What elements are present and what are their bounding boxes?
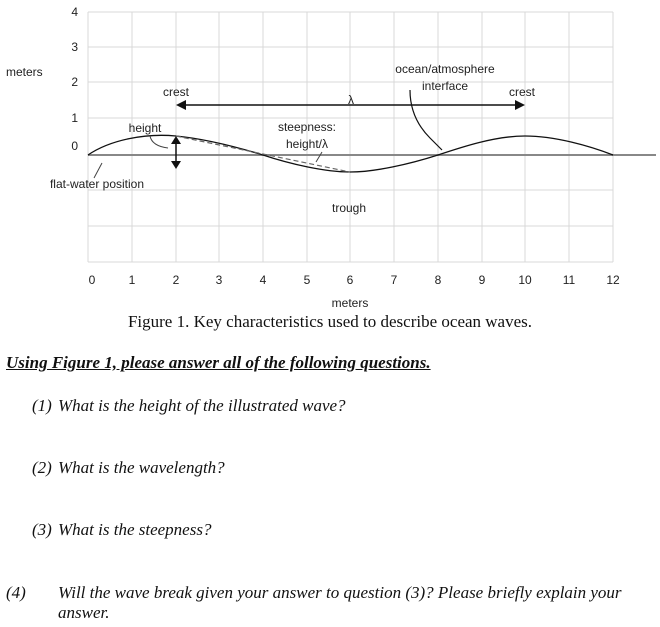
- x-tick-3: 3: [215, 273, 223, 287]
- y-tick-3: 3: [71, 40, 78, 54]
- flat-water-label: flat-water position: [49, 177, 145, 191]
- interface-label-line2: interface: [421, 79, 469, 93]
- steepness-leader-line: [316, 152, 322, 162]
- x-tick-10: 10: [518, 273, 532, 287]
- question-number: (4): [6, 583, 26, 602]
- flat-water-leader-line: [94, 163, 102, 178]
- y-tick-2: 2: [71, 75, 78, 89]
- steepness-label-line1: steepness:: [277, 120, 337, 134]
- crest-left-label: crest: [162, 85, 190, 99]
- height-arrow: [171, 136, 181, 169]
- question-number: (3): [32, 520, 52, 539]
- wavelength-symbol: λ: [348, 93, 354, 107]
- question-text: What is the wavelength?: [58, 458, 225, 477]
- interface-label-line1: ocean/atmosphere: [395, 62, 495, 76]
- x-tick-0: 0: [88, 273, 96, 287]
- x-tick-9: 9: [478, 273, 486, 287]
- question-3: [32, 520, 642, 540]
- x-tick-6: 6: [346, 273, 354, 287]
- question-number: (1): [32, 396, 52, 415]
- x-tick-4: 4: [259, 273, 267, 287]
- y-axis-label: meters: [6, 65, 43, 79]
- steepness-label-line2: height/λ: [285, 137, 329, 151]
- question-text: Will the wave break given your answer to question (3)? Please briefly explain your answer.: [58, 583, 622, 622]
- height-leader-line: [150, 136, 168, 148]
- grid: [88, 12, 613, 262]
- y-tick-1: 1: [71, 111, 78, 125]
- y-tick-0: 0: [71, 139, 78, 153]
- question-2: [32, 458, 642, 478]
- height-label: height: [128, 121, 162, 135]
- x-axis-label: meters: [331, 296, 369, 310]
- question-text: What is the height of the illustrated wave?: [58, 396, 346, 415]
- question-number: (2): [32, 458, 52, 477]
- x-tick-11: 11: [562, 273, 576, 287]
- x-tick-12: 12: [606, 273, 620, 287]
- instructions-heading: Using Figure 1, please answer all of the following questions.: [6, 353, 431, 372]
- figure-caption: Figure 1. Key characteristics used to describe ocean waves.: [127, 312, 533, 331]
- x-tick-2: 2: [172, 273, 180, 287]
- trough-label: trough: [331, 201, 367, 215]
- question-1: [32, 396, 642, 416]
- x-tick-7: 7: [390, 273, 398, 287]
- x-tick-1: 1: [128, 273, 136, 287]
- x-tick-5: 5: [303, 273, 311, 287]
- y-tick-4: 4: [71, 5, 78, 19]
- crest-right-label: crest: [508, 85, 536, 99]
- question-4: [6, 583, 660, 623]
- x-tick-8: 8: [434, 273, 442, 287]
- question-text: What is the steepness?: [58, 520, 212, 539]
- interface-leader-line: [410, 90, 442, 150]
